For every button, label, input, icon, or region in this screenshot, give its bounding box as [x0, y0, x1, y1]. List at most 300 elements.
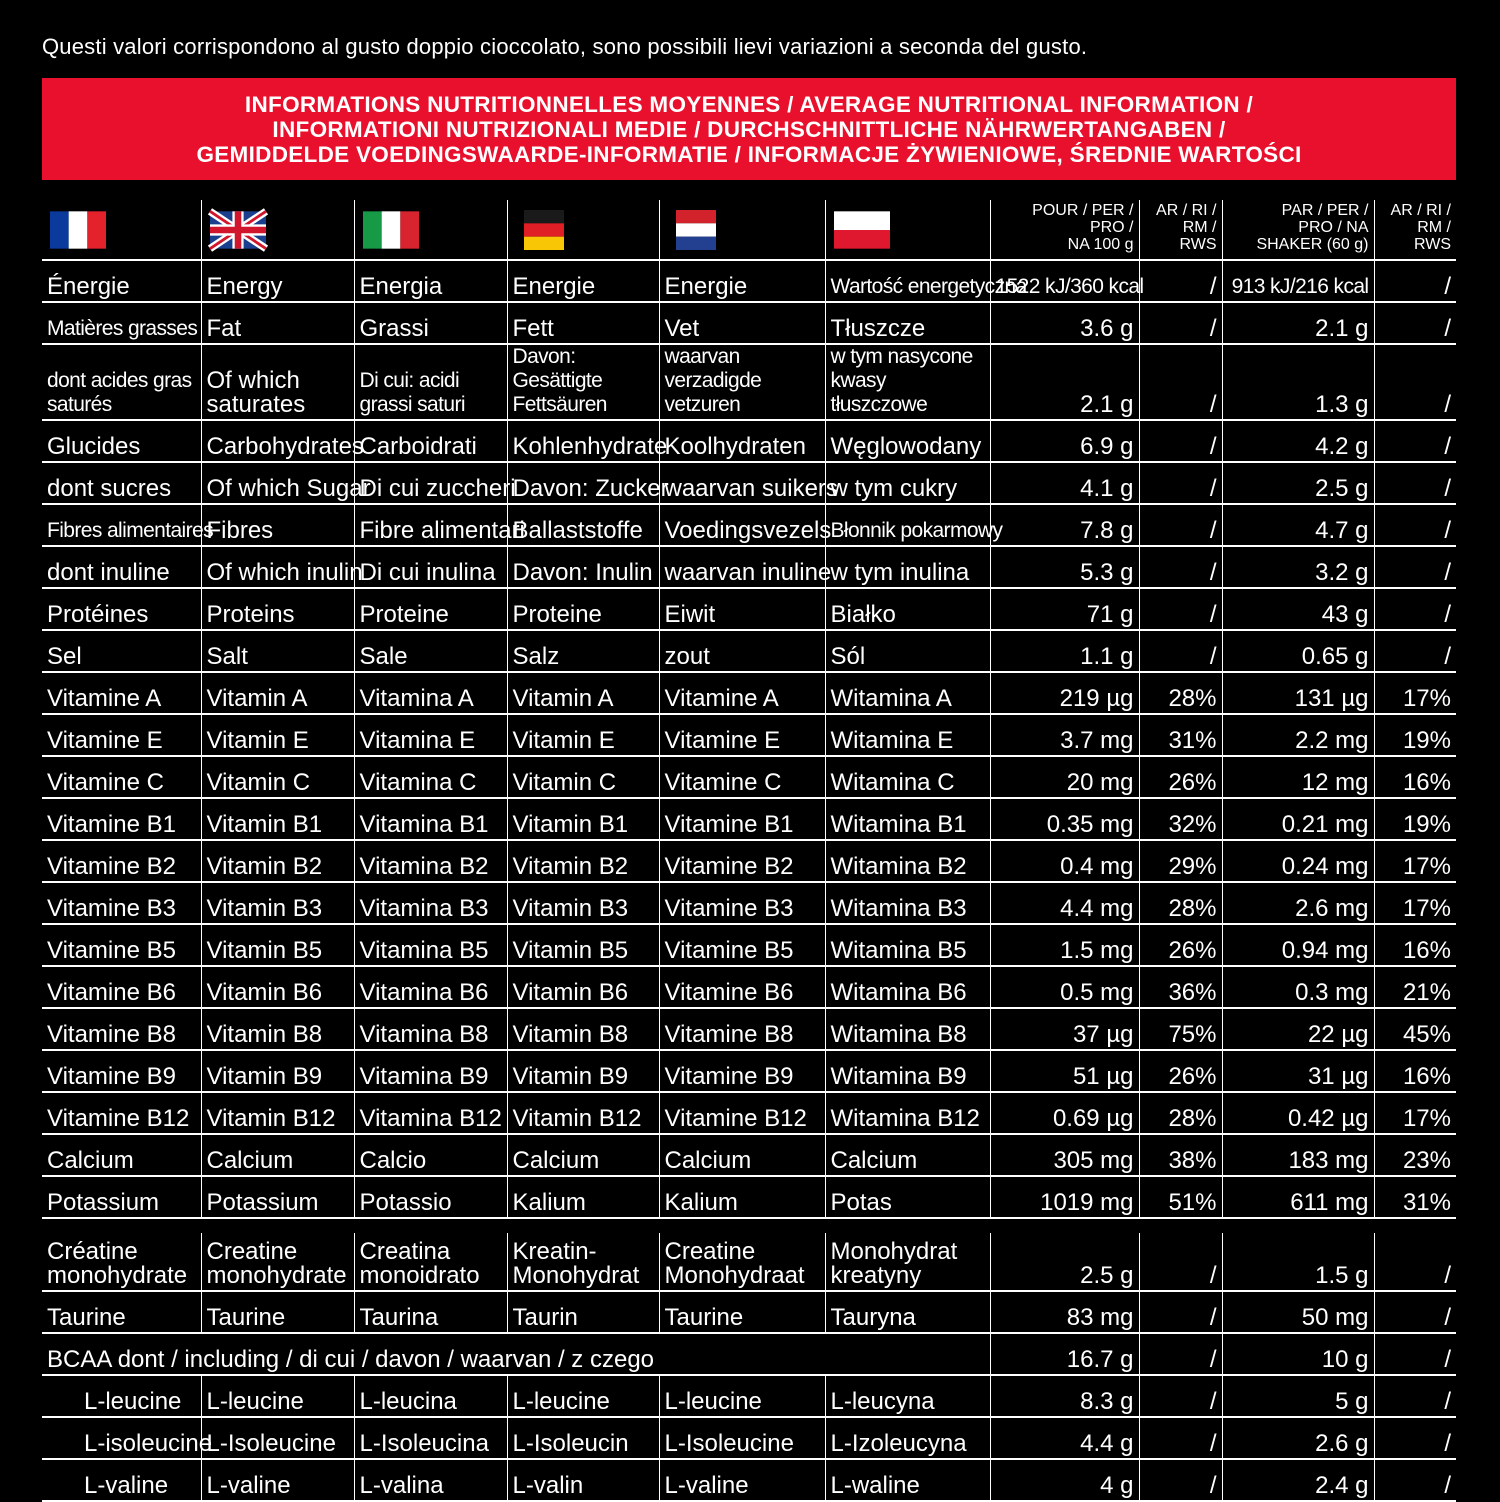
nutrient-row: [42, 546, 1456, 588]
germany-flag-icon: [516, 210, 572, 250]
nutrient-name-cell: Vitamin A: [201, 672, 354, 714]
value-cell: 2.4 g: [1222, 1459, 1374, 1501]
value-cell: 37 µg: [990, 1008, 1139, 1050]
ri-cell: /: [1139, 1417, 1222, 1459]
ri-cell: 31%: [1139, 714, 1222, 756]
ri-cell: /: [1139, 344, 1222, 420]
nutrient-name-cell: Carboidrati: [354, 420, 507, 462]
netherlands-flag-icon: [668, 210, 724, 250]
nutrient-row: [42, 260, 1456, 302]
nutrient-name-cell: Tauryna: [825, 1291, 990, 1333]
nutrient-name-cell: Calcium: [42, 1134, 201, 1176]
ri-cell: /: [1374, 588, 1456, 630]
nutrient-row: [42, 504, 1456, 546]
per-shaker-header: [1222, 200, 1374, 260]
nutrient-name-cell: Vet: [659, 302, 825, 344]
spacer-cell: [825, 1218, 990, 1233]
nutrient-name-cell: L-valine: [201, 1459, 354, 1501]
ri-shaker-header-line: RWS: [1413, 236, 1451, 253]
nutrient-name-cell: Vitamine B6: [659, 966, 825, 1008]
nutrient-name-cell: Węglowodany: [825, 420, 990, 462]
nutrient-name-cell: L-leucine: [659, 1375, 825, 1417]
nutrient-row: [42, 420, 1456, 462]
nutrient-row: [42, 1008, 1456, 1050]
nutrient-name-cell: Witamina B2: [825, 840, 990, 882]
nutrient-name-cell: L-Isoleucine: [201, 1417, 354, 1459]
nutrient-name-cell: Of which Sugar: [201, 462, 354, 504]
nutrient-name-cell: Proteine: [354, 588, 507, 630]
value-cell: 43 g: [1222, 588, 1374, 630]
value-cell: 4.4 mg: [990, 882, 1139, 924]
nutrient-name-cell: Taurine: [42, 1291, 201, 1333]
nutrient-name-cell: Vitamine A: [659, 672, 825, 714]
nutrient-name-cell: Vitamin C: [507, 756, 659, 798]
nutrient-name-cell: Sól: [825, 630, 990, 672]
nutrient-name-cell: Sel: [42, 630, 201, 672]
nutrient-name-cell: w tym nasycone kwasy tłuszczowe: [825, 344, 990, 420]
banner-line-3: GEMIDDELDE VOEDINGSWAARDE-INFORMATIE / INFORMACJE ŻYWIENIOWE, ŚREDNIE WARTOŚCI: [196, 141, 1302, 167]
ri-cell: 19%: [1374, 714, 1456, 756]
nutrient-name-cell: Vitamina B3: [354, 882, 507, 924]
ri-cell: 23%: [1374, 1134, 1456, 1176]
nutrient-name-cell: Białko: [825, 588, 990, 630]
nutrient-name-cell: Vitamin B8: [507, 1008, 659, 1050]
nutrient-row: [42, 672, 1456, 714]
value-cell: 22 µg: [1222, 1008, 1374, 1050]
section-spacer: [42, 1218, 1456, 1233]
nutrient-name-cell: L-leucine: [507, 1375, 659, 1417]
value-cell: 0.21 mg: [1222, 798, 1374, 840]
ri-cell: /: [1139, 462, 1222, 504]
value-cell: 183 mg: [1222, 1134, 1374, 1176]
nutrient-name-cell: Proteins: [201, 588, 354, 630]
ri-cell: /: [1139, 260, 1222, 302]
ri-cell: /: [1139, 1459, 1222, 1501]
nutrient-name-cell: L-valine: [659, 1459, 825, 1501]
nutrient-name-cell: Vitamin B8: [201, 1008, 354, 1050]
nutrient-name-cell: Witamina B5: [825, 924, 990, 966]
ri-cell: /: [1374, 1459, 1456, 1501]
value-cell: 0.3 mg: [1222, 966, 1374, 1008]
nutrient-name-cell: Vitamin B5: [201, 924, 354, 966]
banner-line-1: INFORMATIONS NUTRITIONNELLES MOYENNES / AVERAGE NUTRITIONAL INFORMATION /: [244, 91, 1254, 117]
nutrient-row: [42, 588, 1456, 630]
value-cell: 4.7 g: [1222, 504, 1374, 546]
nutrient-name-cell: Creatine Monohydraat: [659, 1233, 825, 1291]
value-cell: 2.2 mg: [1222, 714, 1374, 756]
nutrient-name-cell: w tym inulina: [825, 546, 990, 588]
spacer-cell: [42, 1218, 201, 1233]
value-cell: 5 g: [1222, 1375, 1374, 1417]
nutrient-name-cell: waarvan suikers: [659, 462, 825, 504]
nutrient-name-cell: Koolhydraten: [659, 420, 825, 462]
nutrient-name-cell: Vitamina E: [354, 714, 507, 756]
value-cell: 1.3 g: [1222, 344, 1374, 420]
spacer-cell: [201, 1218, 354, 1233]
ri-cell: /: [1139, 1375, 1222, 1417]
nutrient-name-cell: Protéines: [42, 588, 201, 630]
ri-cell: /: [1374, 1375, 1456, 1417]
nutrient-name-cell: Energie: [659, 260, 825, 302]
ri-cell: 17%: [1374, 1092, 1456, 1134]
value-cell: 12 mg: [1222, 756, 1374, 798]
ri-cell: /: [1139, 546, 1222, 588]
nutrient-name-cell: Davon: Gesättigte Fettsäuren: [507, 344, 659, 420]
nutrient-name-cell: Carbohydrates: [201, 420, 354, 462]
nutrient-name-cell: L-Isoleucina: [354, 1417, 507, 1459]
nutrient-name-cell: Witamina C: [825, 756, 990, 798]
nutrient-name-cell: Salt: [201, 630, 354, 672]
italy-flag-icon: [363, 210, 419, 250]
ri-cell: 17%: [1374, 882, 1456, 924]
ri-shaker-header-line: RM /: [1417, 219, 1451, 236]
nutrient-name-cell: Vitamine B2: [659, 840, 825, 882]
nutrient-name-cell: Kreatin-Monohydrat: [507, 1233, 659, 1291]
per-100g-header-line: NA 100 g: [1067, 236, 1134, 253]
nutrient-row: [42, 1417, 1456, 1459]
flag-cell-nl: [659, 200, 825, 260]
ri-cell: /: [1374, 546, 1456, 588]
ri-cell: 17%: [1374, 840, 1456, 882]
value-cell: 0.24 mg: [1222, 840, 1374, 882]
value-cell: 1019 mg: [990, 1176, 1139, 1218]
flag-cell-fr: [42, 200, 201, 260]
value-cell: 16.7 g: [990, 1333, 1139, 1375]
per-shaker-header-line: SHAKER (60 g): [1256, 236, 1369, 253]
nutrient-name-cell: Vitamine B8: [659, 1008, 825, 1050]
nutrient-name-cell: Vitamina B6: [354, 966, 507, 1008]
nutrient-name-cell: Vitamina C: [354, 756, 507, 798]
nutrient-name-cell: Potassium: [42, 1176, 201, 1218]
header-row: [42, 200, 1456, 260]
nutrient-name-cell: Vitamine B12: [659, 1092, 825, 1134]
ri-cell: /: [1374, 630, 1456, 672]
nutrient-name-cell: Witamina B8: [825, 1008, 990, 1050]
nutrient-row: [42, 882, 1456, 924]
nutrient-name-cell: Vitamin A: [507, 672, 659, 714]
value-cell: 31 µg: [1222, 1050, 1374, 1092]
banner-line-2: INFORMATIONI NUTRIZIONALI MEDIE / DURCHSCHNITTLICHE NÄHRWERTANGABEN /: [272, 116, 1226, 142]
ri-cell: 28%: [1139, 1092, 1222, 1134]
flag-cell-it: [354, 200, 507, 260]
value-cell: 6.9 g: [990, 420, 1139, 462]
nutrient-name-cell: Vitamine E: [659, 714, 825, 756]
nutrient-name-cell: Vitamin B3: [201, 882, 354, 924]
ri-cell: /: [1139, 420, 1222, 462]
value-cell: 0.5 mg: [990, 966, 1139, 1008]
nutrient-name-cell: Vitamine B3: [42, 882, 201, 924]
ri-cell: /: [1374, 1291, 1456, 1333]
nutrient-row: [42, 1291, 1456, 1333]
nutrient-name-cell: Energy: [201, 260, 354, 302]
nutrient-name-cell: Witamina E: [825, 714, 990, 756]
nutrient-name-cell: Vitamin B6: [507, 966, 659, 1008]
flavor-note: Questi valori corrispondono al gusto doppio cioccolato, sono possibili lievi variazioni a seconda del gusto.: [42, 34, 1088, 59]
nutrient-name-cell: Vitamine B5: [42, 924, 201, 966]
spacer-cell: [1374, 1218, 1456, 1233]
value-cell: 50 mg: [1222, 1291, 1374, 1333]
nutrient-name-cell: Vitamine B12: [42, 1092, 201, 1134]
nutrient-name-cell: Taurine: [201, 1291, 354, 1333]
nutrient-row: [42, 1050, 1456, 1092]
nutrient-name-cell: Vitamin B12: [201, 1092, 354, 1134]
nutrient-name-cell: Glucides: [42, 420, 201, 462]
nutrient-row: [42, 1092, 1456, 1134]
nutrient-name-cell: Fett: [507, 302, 659, 344]
title-banner: [42, 78, 1456, 180]
nutrient-row: [42, 630, 1456, 672]
nutrient-name-cell: Vitamina B9: [354, 1050, 507, 1092]
nutrient-row: [42, 1459, 1456, 1501]
per-shaker-header-line: PAR / PER /: [1281, 202, 1369, 219]
nutrient-name-cell: Fat: [201, 302, 354, 344]
nutrient-name-cell: Vitamin B9: [507, 1050, 659, 1092]
ri-cell: 26%: [1139, 756, 1222, 798]
value-cell: 4.1 g: [990, 462, 1139, 504]
value-cell: 7.8 g: [990, 504, 1139, 546]
spacer-cell: [1139, 1218, 1222, 1233]
ri-100g-header-line: AR / RI /: [1156, 202, 1217, 219]
nutrient-row: [42, 1375, 1456, 1417]
nutrient-row: [42, 756, 1456, 798]
nutrient-name-cell: L-leucine: [42, 1375, 201, 1417]
ri-cell: 17%: [1374, 672, 1456, 714]
nutrient-name-cell: Taurine: [659, 1291, 825, 1333]
nutrient-name-cell: Vitamin B1: [201, 798, 354, 840]
ri-cell: /: [1374, 1417, 1456, 1459]
nutrient-name-cell: Ballaststoffe: [507, 504, 659, 546]
nutrient-name-cell: zout: [659, 630, 825, 672]
ri-shaker-header-line: AR / RI /: [1390, 202, 1451, 219]
nutrient-name-cell: Vitamina B8: [354, 1008, 507, 1050]
ri-cell: 28%: [1139, 882, 1222, 924]
nutrient-name-cell: Witamina B6: [825, 966, 990, 1008]
ri-100g-header: [1139, 200, 1222, 260]
nutrient-name-cell: Wartość energetyczna: [825, 260, 990, 302]
ri-cell: /: [1139, 588, 1222, 630]
value-cell: 0.65 g: [1222, 630, 1374, 672]
nutrient-name-cell: Witamina B9: [825, 1050, 990, 1092]
value-cell: 3.2 g: [1222, 546, 1374, 588]
value-cell: 913 kJ/216 kcal: [1222, 260, 1374, 302]
nutrient-name-cell: Vitamine B1: [659, 798, 825, 840]
nutrient-row: [42, 798, 1456, 840]
value-cell: 2.6 mg: [1222, 882, 1374, 924]
ri-cell: /: [1139, 1233, 1222, 1291]
value-cell: 4.4 g: [990, 1417, 1139, 1459]
value-cell: 3.7 mg: [990, 714, 1139, 756]
nutrient-name-cell: Calcium: [507, 1134, 659, 1176]
value-cell: 3.6 g: [990, 302, 1139, 344]
ri-cell: 29%: [1139, 840, 1222, 882]
nutrient-name-cell: Vitamin C: [201, 756, 354, 798]
ri-cell: 19%: [1374, 798, 1456, 840]
nutrient-name-cell: Tłuszcze: [825, 302, 990, 344]
nutrient-name-cell: Vitamine B8: [42, 1008, 201, 1050]
ri-cell: 21%: [1374, 966, 1456, 1008]
value-cell: 83 mg: [990, 1291, 1139, 1333]
nutrient-name-cell: Vitamine A: [42, 672, 201, 714]
ri-cell: 51%: [1139, 1176, 1222, 1218]
nutrient-row: [42, 714, 1456, 756]
per-100g-header-line: PRO /: [1089, 219, 1134, 236]
spacer-cell: [659, 1218, 825, 1233]
nutrient-name-cell: w tym cukry: [825, 462, 990, 504]
ri-cell: /: [1139, 630, 1222, 672]
value-cell: 1.5 mg: [990, 924, 1139, 966]
nutrient-name-cell: Vitamin B12: [507, 1092, 659, 1134]
ri-cell: 32%: [1139, 798, 1222, 840]
nutrient-name-cell: L-leucyna: [825, 1375, 990, 1417]
nutrient-name-cell: L-Izoleucyna: [825, 1417, 990, 1459]
nutrient-name-cell: Davon: Zucker: [507, 462, 659, 504]
nutrient-name-cell: Davon: Inulin: [507, 546, 659, 588]
nutrient-name-cell: L-isoleucine: [42, 1417, 201, 1459]
nutrient-row: [42, 840, 1456, 882]
value-cell: 1522 kJ/360 kcal: [990, 260, 1139, 302]
nutrient-name-cell: Eiwit: [659, 588, 825, 630]
nutrient-name-cell: L-valine: [42, 1459, 201, 1501]
nutrient-name-cell: Potassium: [201, 1176, 354, 1218]
nutrient-row: [42, 462, 1456, 504]
nutrient-row: [42, 966, 1456, 1008]
nutrient-name-cell: Witamina A: [825, 672, 990, 714]
france-flag-icon: [50, 210, 106, 250]
flag-cell-de: [507, 200, 659, 260]
ri-cell: /: [1374, 302, 1456, 344]
spacer-cell: [354, 1218, 507, 1233]
value-cell: 611 mg: [1222, 1176, 1374, 1218]
nutrient-name-cell: Voedingsvezels: [659, 504, 825, 546]
nutrient-name-cell: Taurina: [354, 1291, 507, 1333]
ri-cell: 26%: [1139, 924, 1222, 966]
nutrient-name-cell: Vitamine B6: [42, 966, 201, 1008]
value-cell: 5.3 g: [990, 546, 1139, 588]
flag-cell-uk: [201, 200, 354, 260]
nutrient-name-cell: Sale: [354, 630, 507, 672]
nutrient-name-cell: Kohlenhydrate: [507, 420, 659, 462]
nutrient-name-cell: Vitamina B1: [354, 798, 507, 840]
nutrient-name-cell: Vitamin B6: [201, 966, 354, 1008]
value-cell: 0.42 µg: [1222, 1092, 1374, 1134]
nutrient-name-cell: dont inuline: [42, 546, 201, 588]
per-100g-header-line: POUR / PER /: [1032, 202, 1134, 219]
ri-cell: /: [1374, 1233, 1456, 1291]
nutrient-name-cell: Vitamin E: [201, 714, 354, 756]
value-cell: 1.5 g: [1222, 1233, 1374, 1291]
nutrient-name-cell: L-leucine: [201, 1375, 354, 1417]
ri-cell: 45%: [1374, 1008, 1456, 1050]
bcaa-label: BCAA dont / including / di cui / davon / waarvan / z czego: [42, 1333, 990, 1375]
nutrient-row: [42, 1233, 1456, 1291]
nutrient-name-cell: waarvan verzadigde vetzuren: [659, 344, 825, 420]
nutrient-name-cell: dont acides gras saturés: [42, 344, 201, 420]
value-cell: 2.5 g: [990, 1233, 1139, 1291]
nutrient-name-cell: L-valin: [507, 1459, 659, 1501]
ri-cell: 75%: [1139, 1008, 1222, 1050]
value-cell: 0.69 µg: [990, 1092, 1139, 1134]
ri-cell: 16%: [1374, 924, 1456, 966]
nutrient-name-cell: Vitamina B2: [354, 840, 507, 882]
nutrient-name-cell: Di cui zuccheri: [354, 462, 507, 504]
ri-cell: 16%: [1374, 1050, 1456, 1092]
nutrient-name-cell: Créatine monohydrate: [42, 1233, 201, 1291]
nutrient-name-cell: Błonnik pokarmowy: [825, 504, 990, 546]
poland-flag-icon: [834, 210, 890, 250]
nutrient-name-cell: Vitamine B9: [659, 1050, 825, 1092]
nutrient-name-cell: L-Isoleucin: [507, 1417, 659, 1459]
nutrient-name-cell: Vitamine B5: [659, 924, 825, 966]
nutrient-name-cell: Kalium: [507, 1176, 659, 1218]
value-cell: 2.5 g: [1222, 462, 1374, 504]
bcaa-row: [42, 1333, 1456, 1375]
value-cell: 2.1 g: [990, 344, 1139, 420]
nutrient-name-cell: Monohydrat kreatyny: [825, 1233, 990, 1291]
value-cell: 0.94 mg: [1222, 924, 1374, 966]
nutrient-name-cell: Proteine: [507, 588, 659, 630]
nutrient-name-cell: Di cui inulina: [354, 546, 507, 588]
nutrient-name-cell: L-valina: [354, 1459, 507, 1501]
ri-cell: 26%: [1139, 1050, 1222, 1092]
spacer-cell: [507, 1218, 659, 1233]
nutrient-name-cell: Énergie: [42, 260, 201, 302]
nutrient-name-cell: Vitamine B3: [659, 882, 825, 924]
nutrient-name-cell: Calcium: [201, 1134, 354, 1176]
nutrient-name-cell: L-leucina: [354, 1375, 507, 1417]
nutrient-name-cell: Vitamin B9: [201, 1050, 354, 1092]
nutrient-name-cell: Vitamina B12: [354, 1092, 507, 1134]
nutrient-name-cell: Creatine monohydrate: [201, 1233, 354, 1291]
ri-cell: 28%: [1139, 672, 1222, 714]
nutrient-name-cell: Witamina B3: [825, 882, 990, 924]
value-cell: 10 g: [1222, 1333, 1374, 1375]
nutrient-name-cell: Creatina monoidrato: [354, 1233, 507, 1291]
nutrition-table: [42, 200, 1456, 1502]
value-cell: 51 µg: [990, 1050, 1139, 1092]
nutrient-name-cell: Matières grasses: [42, 302, 201, 344]
nutrient-name-cell: Taurin: [507, 1291, 659, 1333]
ri-100g-header-line: RWS: [1179, 236, 1217, 253]
nutrient-name-cell: Vitamin E: [507, 714, 659, 756]
nutrient-name-cell: Witamina B1: [825, 798, 990, 840]
value-cell: 71 g: [990, 588, 1139, 630]
ri-cell: 38%: [1139, 1134, 1222, 1176]
nutrient-name-cell: Vitamine B9: [42, 1050, 201, 1092]
nutrient-name-cell: Potas: [825, 1176, 990, 1218]
nutrient-name-cell: Vitamin B2: [507, 840, 659, 882]
nutrient-name-cell: Salz: [507, 630, 659, 672]
ri-cell: 36%: [1139, 966, 1222, 1008]
nutrient-name-cell: Kalium: [659, 1176, 825, 1218]
ri-cell: /: [1374, 462, 1456, 504]
ri-cell: /: [1374, 260, 1456, 302]
spacer-cell: [990, 1218, 1139, 1233]
value-cell: 8.3 g: [990, 1375, 1139, 1417]
nutrient-name-cell: Fibres: [201, 504, 354, 546]
ri-cell: /: [1139, 302, 1222, 344]
ri-100g-header-line: RM /: [1182, 219, 1217, 236]
value-cell: 4.2 g: [1222, 420, 1374, 462]
nutrient-name-cell: Potassio: [354, 1176, 507, 1218]
nutrient-row: [42, 1176, 1456, 1218]
nutrient-row: [42, 924, 1456, 966]
value-cell: 20 mg: [990, 756, 1139, 798]
ri-cell: /: [1139, 1291, 1222, 1333]
nutrient-name-cell: Witamina B12: [825, 1092, 990, 1134]
nutrient-name-cell: Vitamina A: [354, 672, 507, 714]
per-100g-header: [990, 200, 1139, 260]
ri-cell: /: [1374, 420, 1456, 462]
